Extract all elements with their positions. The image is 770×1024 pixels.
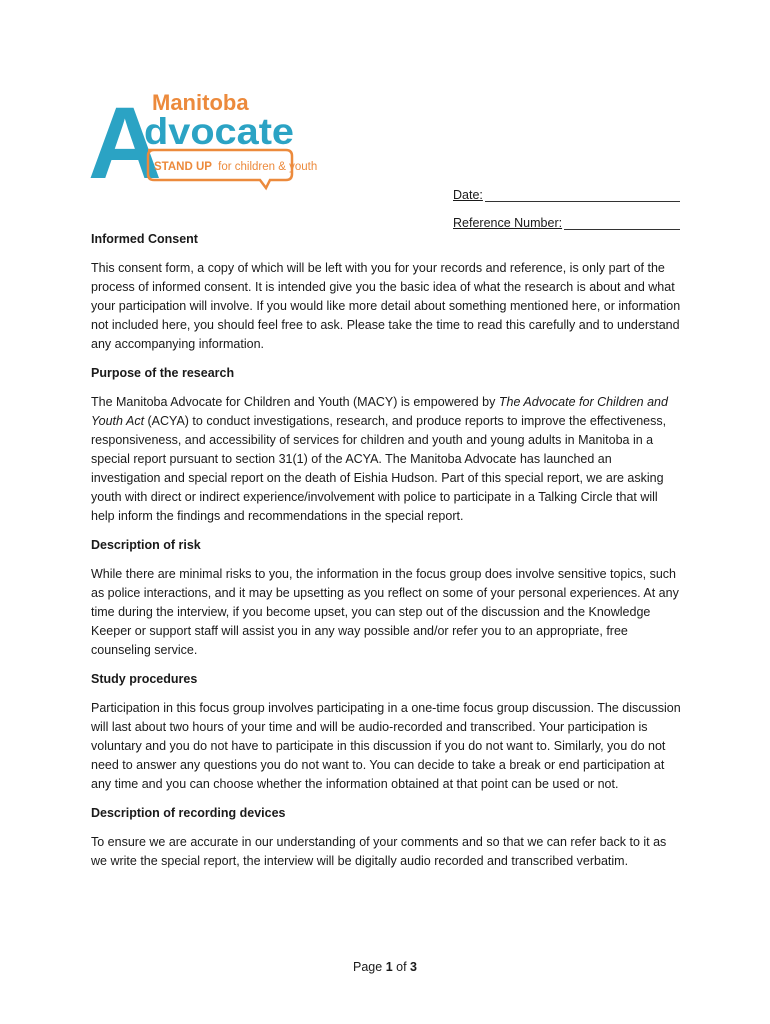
page-footer xyxy=(0,960,770,974)
section-heading-risk: Description of risk xyxy=(91,538,201,552)
svg-text:STAND UP for children & yo xyxy=(154,161,317,173)
section-text-procedures: Participation in this focus group involves participating in a one-time focus group discussion. The discussion will last about two hours of your time and will be audio-recorded and transcribed. Your participation is voluntary and you do not have to participate in this discussion if you do not want to. Similarly, you do not need to answer any questions you do not want to. You can decide to take a break or end participation at any time and you can choose whether the information obtained at that point can be used or not. xyxy=(91,701,681,791)
section-heading-recording: Description of recording devices xyxy=(91,806,286,820)
logo-line1: Manitoba xyxy=(152,90,249,115)
logo-tagline-rest: for children & youth xyxy=(218,161,318,173)
date-label: Date: xyxy=(453,188,483,202)
section-heading-procedures: Study procedures xyxy=(91,672,198,686)
section-text-recording: To ensure we are accurate in our understanding of your comments and so that we can refer back to it as we write the special report, the interview will be digitally audio recorded and transcribed verbatim. xyxy=(91,835,667,868)
reference-block xyxy=(453,174,680,230)
document-body xyxy=(91,230,683,871)
act-title: The Advocate for Children and Youth Act xyxy=(91,395,668,428)
section-text-purpose: The Manitoba Advocate for Children and Youth (MACY) is empowered by The Advocate for Children and Youth Act (ACYA) to conduct investigations, research, and produce reports to improve the effectiveness, responsiveness, and accessibility of services for children and youth and young adults in Manitoba in a special report pursuant to section 31(1) of the ACYA. The Manitoba Advocate has launched an investigation and special report on the death of Eishia Hudson. Part of this special report, we are asking youth with direct or indirect experience/involvement with police to participate in a Talking Circle that will help inform the findings and recommendations in the special report. xyxy=(91,395,668,523)
section-text-informed-consent: This consent form, a copy of which will be left with you for your records and reference, is only part of the process of informed consent. It is intended give you the basic idea of what the research is about and what your participation will involve. If you would like more detail about something mentioned here, or information not included here, you should feel free to ask. Please take the time to read this carefully and to understand any accompanying information. xyxy=(91,261,681,351)
reference-number-field-line[interactable] xyxy=(564,215,680,230)
reference-number-row xyxy=(453,202,680,230)
section-text-risk: While there are minimal risks to you, the information in the focus group does involve sensitive topics, such as police interactions, and it may be upsetting as you reflect on some of your personal experiences. At any time during the interview, if you become upset, you can step out of the discussion and the Knowledge Keeper or support staff will assist you in any way possible and/or refer you to an appropriate, free counseling service. xyxy=(91,567,679,657)
logo-tagline-bold: STAND UP xyxy=(154,161,212,173)
logo-big-letter: A xyxy=(88,86,162,200)
page-current: 1 xyxy=(385,960,393,974)
date-row xyxy=(453,174,680,202)
manitoba-advocate-logo xyxy=(88,86,318,200)
section-heading-informed-consent: Informed Consent xyxy=(91,232,198,246)
reference-number-label: Reference Number: xyxy=(453,216,563,230)
date-field-line[interactable] xyxy=(485,187,680,202)
logo-line2: dvocate xyxy=(144,111,294,152)
page-total: 3 xyxy=(410,960,417,974)
page-word: Page xyxy=(353,960,383,974)
of-word: of xyxy=(396,960,407,974)
section-heading-purpose: Purpose of the research xyxy=(91,366,235,380)
